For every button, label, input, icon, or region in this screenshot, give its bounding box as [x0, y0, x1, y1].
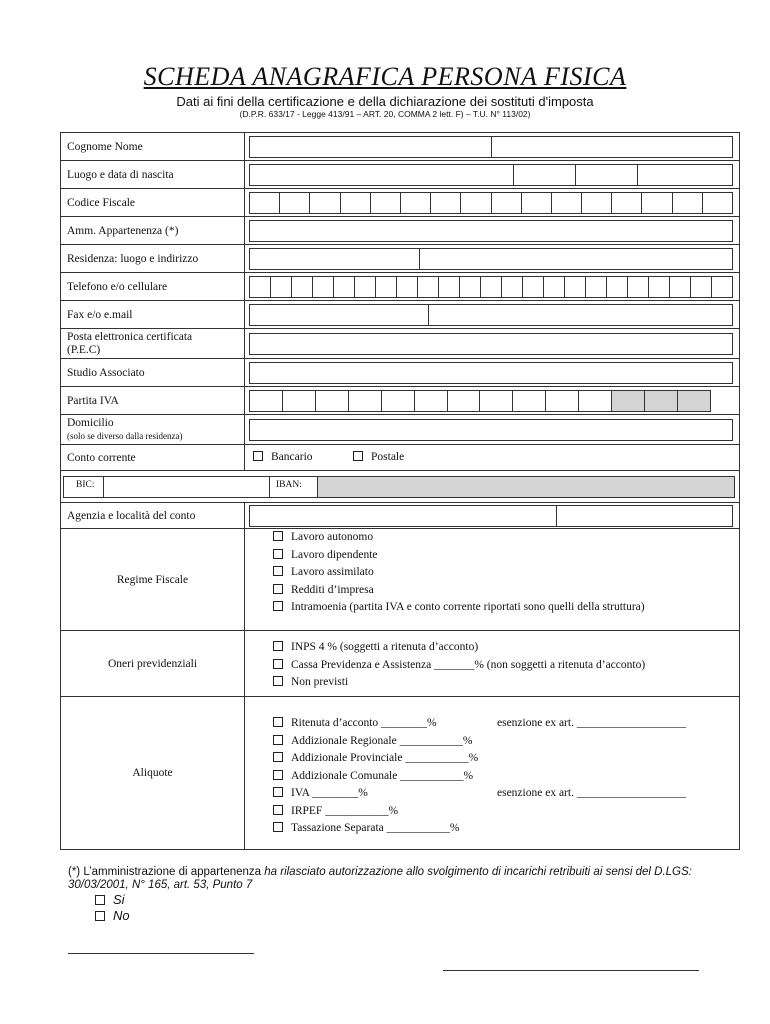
- partita-iva-cell[interactable]: [283, 391, 316, 411]
- conto-bancario-option[interactable]: [253, 451, 313, 463]
- no-label: No: [113, 908, 130, 923]
- row-bic-iban: [61, 471, 739, 503]
- telefono-cell[interactable]: [250, 277, 271, 297]
- iban-cell[interactable]: [487, 477, 502, 497]
- bic-cell[interactable]: [119, 477, 134, 497]
- studio-associato-field[interactable]: [249, 362, 733, 384]
- oneri-option[interactable]: [273, 674, 645, 692]
- si-label: Si: [113, 892, 125, 907]
- aliquota-option[interactable]: [273, 750, 686, 768]
- checkbox[interactable]: [273, 601, 283, 611]
- checkbox[interactable]: [273, 584, 283, 594]
- iban-cell[interactable]: [642, 477, 657, 497]
- postale-label: Postale: [371, 451, 405, 463]
- domicilio-field[interactable]: [249, 419, 733, 441]
- label-fax: Fax e/o e.mail: [61, 301, 245, 328]
- bancario-label: Bancario: [271, 451, 313, 463]
- footnote: [68, 866, 708, 892]
- bic-cell[interactable]: [239, 477, 254, 497]
- row-aliquote: [61, 697, 739, 849]
- partita-iva-field[interactable]: [249, 390, 711, 412]
- iban-cell[interactable]: [457, 477, 472, 497]
- option-label: Addizionale Regionale ___________%: [291, 734, 473, 747]
- option-label: Lavoro autonomo: [291, 531, 374, 543]
- bic-cell[interactable]: [104, 477, 119, 497]
- option-label: Addizionale Provinciale ___________%: [291, 752, 479, 764]
- option-no[interactable]: [95, 908, 130, 923]
- checkbox[interactable]: [273, 641, 283, 651]
- row-partita-iva: [61, 387, 739, 415]
- iban-cell[interactable]: [503, 477, 518, 497]
- regime-option[interactable]: [273, 564, 645, 582]
- aliquota-option[interactable]: [273, 803, 686, 821]
- bic-cell[interactable]: [194, 477, 209, 497]
- codice-fiscale-cell[interactable]: [401, 193, 431, 213]
- iban-cell[interactable]: [380, 477, 395, 497]
- aliquota-option[interactable]: [273, 785, 686, 803]
- iban-cell[interactable]: [518, 477, 533, 497]
- date-line[interactable]: [68, 953, 254, 954]
- iban-cell[interactable]: [364, 477, 379, 497]
- iban-cell[interactable]: [333, 477, 348, 497]
- partita-iva-cell[interactable]: [579, 391, 612, 411]
- regime-option[interactable]: [273, 529, 645, 547]
- bic-iban-field[interactable]: [63, 476, 735, 498]
- telefono-cell[interactable]: [355, 277, 376, 297]
- partita-iva-cell[interactable]: [382, 391, 415, 411]
- partita-iva-cell[interactable]: [415, 391, 448, 411]
- oneri-option[interactable]: [273, 639, 645, 657]
- row-luogo-nascita: [61, 161, 739, 189]
- iban-cell[interactable]: [611, 477, 626, 497]
- iban-cell[interactable]: [565, 477, 580, 497]
- checkbox[interactable]: [273, 531, 283, 541]
- telefono-cell[interactable]: [334, 277, 355, 297]
- bic-cell[interactable]: [179, 477, 194, 497]
- footnote-prefix: (*) L’amministrazione di appartenenza: [68, 866, 265, 878]
- telefono-cell[interactable]: [292, 277, 313, 297]
- telefono-cell[interactable]: [502, 277, 523, 297]
- pec-field[interactable]: [249, 333, 733, 355]
- checkbox[interactable]: [273, 549, 283, 559]
- codice-fiscale-cell[interactable]: [461, 193, 491, 213]
- checkbox[interactable]: [273, 787, 283, 797]
- row-residenza: [61, 245, 739, 273]
- telefono-cell[interactable]: [397, 277, 418, 297]
- option-label: Addizionale Comunale ___________%: [291, 769, 474, 782]
- bic-cell[interactable]: [149, 477, 164, 497]
- bic-cell[interactable]: [209, 477, 224, 497]
- iban-cell[interactable]: [688, 477, 703, 497]
- option-label: INPS 4 % (soggetti a ritenuta d’acconto): [291, 641, 479, 653]
- iban-cell[interactable]: [626, 477, 641, 497]
- option-label: IVA ________%: [291, 787, 368, 799]
- codice-fiscale-cell[interactable]: [280, 193, 310, 213]
- telefono-cell[interactable]: [670, 277, 691, 297]
- option-label: Non previsti: [291, 676, 349, 688]
- checkbox[interactable]: [273, 805, 283, 815]
- label-domicilio: [61, 415, 245, 444]
- bic-cell[interactable]: [254, 477, 269, 497]
- telefono-cell[interactable]: [586, 277, 607, 297]
- iban-cell[interactable]: [534, 477, 549, 497]
- legal-reference: (D.P.R. 633/17 - Legge 413/91 – ART. 20, COMMA 2 lett. F) – T.U. N° 113/02): [239, 109, 531, 119]
- partita-iva-cell[interactable]: [349, 391, 382, 411]
- agenzia-field[interactable]: [249, 505, 733, 527]
- label-luogo-nascita: Luogo e data di nascita: [61, 161, 245, 188]
- iban-cell[interactable]: [349, 477, 364, 497]
- iban-cell[interactable]: [426, 477, 441, 497]
- codice-fiscale-cell[interactable]: [612, 193, 642, 213]
- option-label: Ritenuta d’acconto ________%: [291, 717, 437, 729]
- label-oneri: Oneri previdenziali: [61, 631, 245, 696]
- codice-fiscale-cell[interactable]: [310, 193, 340, 213]
- label-aliquote: Aliquote: [61, 697, 245, 849]
- partita-iva-cell[interactable]: [480, 391, 513, 411]
- aliquota-option[interactable]: [273, 768, 686, 786]
- form-subtitle: Dati ai fini della certificazione e della dichiarazione dei sostituti d'imposta: [176, 94, 594, 109]
- option-label: Lavoro assimilato: [291, 566, 374, 578]
- option-label: Redditi d’impresa: [291, 583, 374, 596]
- signature-line[interactable]: [443, 970, 699, 971]
- label-regime: Regime Fiscale: [61, 529, 245, 630]
- row-studio: [61, 359, 739, 387]
- bancario-checkbox[interactable]: [253, 451, 263, 461]
- row-cognome: [61, 133, 739, 161]
- amm-appartenenza-field[interactable]: [249, 220, 733, 242]
- form-title: SCHEDA ANAGRAFICA PERSONA FISICA: [143, 62, 627, 91]
- label-residenza: Residenza: luogo e indirizzo: [61, 245, 245, 272]
- bic-cell[interactable]: [164, 477, 179, 497]
- oneri-option[interactable]: [273, 657, 645, 675]
- codice-fiscale-cell[interactable]: [673, 193, 703, 213]
- iban-cell[interactable]: [441, 477, 456, 497]
- partita-iva-cell[interactable]: [612, 391, 645, 411]
- partita-iva-cell[interactable]: [250, 391, 283, 411]
- codice-fiscale-cell[interactable]: [341, 193, 371, 213]
- partita-iva-cell[interactable]: [448, 391, 481, 411]
- telefono-field[interactable]: [249, 276, 733, 298]
- label-pec: [61, 329, 245, 358]
- row-amm-appartenenza: [61, 217, 739, 245]
- checkbox[interactable]: [273, 659, 283, 669]
- option-label: Tassazione Separata ___________%: [291, 822, 460, 834]
- si-checkbox[interactable]: [95, 895, 105, 905]
- checkbox[interactable]: [273, 735, 283, 745]
- label-pec-line1: Posta elettronica certificata: [67, 330, 193, 343]
- iban-cell[interactable]: [472, 477, 487, 497]
- iban-cells[interactable]: [318, 477, 734, 497]
- partita-iva-cell[interactable]: [645, 391, 678, 411]
- label-telefono: Telefono e/o cellulare: [61, 273, 245, 300]
- aliquota-option[interactable]: [273, 733, 686, 751]
- oneri-options: [273, 639, 645, 692]
- iban-cell[interactable]: [703, 477, 718, 497]
- option-label: Lavoro dipendente: [291, 548, 378, 561]
- iban-cell[interactable]: [318, 477, 333, 497]
- telefono-cell[interactable]: [691, 277, 712, 297]
- iban-cell[interactable]: [410, 477, 425, 497]
- partita-iva-cell[interactable]: [316, 391, 349, 411]
- codice-fiscale-cell[interactable]: [582, 193, 612, 213]
- postale-checkbox[interactable]: [353, 451, 363, 461]
- telefono-cell[interactable]: [565, 277, 586, 297]
- codice-fiscale-cell[interactable]: [642, 193, 672, 213]
- option-si[interactable]: [95, 892, 125, 907]
- codice-fiscale-cell[interactable]: [250, 193, 280, 213]
- label-partita-iva: Partita IVA: [61, 387, 245, 414]
- telefono-cell[interactable]: [271, 277, 292, 297]
- telefono-cell[interactable]: [376, 277, 397, 297]
- telefono-cell[interactable]: [544, 277, 565, 297]
- telefono-cell[interactable]: [460, 277, 481, 297]
- exemption-label: esenzione ex art. ___________________: [497, 717, 687, 729]
- aliquote-options: [273, 715, 686, 838]
- regime-option[interactable]: [273, 547, 645, 565]
- label-domicilio-main: Domicilio: [67, 416, 114, 429]
- checkbox[interactable]: [273, 822, 283, 832]
- checkbox[interactable]: [273, 752, 283, 762]
- checkbox[interactable]: [273, 717, 283, 727]
- bic-cell[interactable]: [224, 477, 239, 497]
- codice-fiscale-cell[interactable]: [552, 193, 582, 213]
- label-codice-fiscale: Codice Fiscale: [61, 189, 245, 216]
- codice-fiscale-cell[interactable]: [431, 193, 461, 213]
- iban-cell[interactable]: [595, 477, 610, 497]
- regime-option[interactable]: [273, 599, 645, 617]
- iban-cell[interactable]: [672, 477, 687, 497]
- row-domicilio: [61, 415, 739, 445]
- iban-cell[interactable]: [395, 477, 410, 497]
- label-cognome: Cognome Nome: [61, 133, 245, 160]
- exemption-label: esenzione ex art. ___________________: [497, 787, 687, 799]
- row-fax: [61, 301, 739, 329]
- regime-option[interactable]: [273, 582, 645, 600]
- registry-form: [60, 132, 740, 850]
- footnote-italic: ha rilasciato autorizzazione allo svolgimento di incarichi retribuiti ai sensi del D.LGS: 30/03/2001, N° 165, art. 53, Punto 7: [68, 866, 692, 891]
- partita-iva-cell[interactable]: [546, 391, 579, 411]
- label-domicilio-note: (solo se diverso dalla residenza): [67, 430, 183, 441]
- row-regime: [61, 529, 739, 631]
- bic-label: BIC:: [64, 477, 104, 497]
- iban-cell[interactable]: [580, 477, 595, 497]
- row-oneri: [61, 631, 739, 697]
- telefono-cell[interactable]: [523, 277, 544, 297]
- iban-cell[interactable]: [657, 477, 672, 497]
- telefono-cell[interactable]: [712, 277, 732, 297]
- residenza-field[interactable]: [249, 248, 733, 270]
- telefono-cell[interactable]: [649, 277, 670, 297]
- cognome-nome-field[interactable]: [249, 136, 733, 158]
- aliquota-option[interactable]: [273, 820, 686, 838]
- telefono-cell[interactable]: [418, 277, 439, 297]
- codice-fiscale-field[interactable]: [249, 192, 733, 214]
- option-label: Intramoenia (partita IVA e conto corrente riportati sono quelli della struttura): [291, 601, 645, 613]
- telefono-cell[interactable]: [313, 277, 334, 297]
- partita-iva-cell[interactable]: [513, 391, 546, 411]
- fax-email-field[interactable]: [249, 304, 733, 326]
- label-studio: Studio Associato: [61, 359, 245, 386]
- checkbox[interactable]: [273, 676, 283, 686]
- label-amm: Amm. Appartenenza (*): [61, 217, 245, 244]
- partita-iva-cell[interactable]: [678, 391, 710, 411]
- option-label: Cassa Previdenza e Assistenza _______% (non soggetti a ritenuta d’acconto): [291, 658, 646, 671]
- no-checkbox[interactable]: [95, 911, 105, 921]
- aliquota-option[interactable]: [273, 715, 686, 733]
- checkbox[interactable]: [273, 770, 283, 780]
- telefono-cell[interactable]: [628, 277, 649, 297]
- codice-fiscale-cell[interactable]: [371, 193, 401, 213]
- bic-cell[interactable]: [134, 477, 149, 497]
- codice-fiscale-cell[interactable]: [522, 193, 552, 213]
- codice-fiscale-cell[interactable]: [703, 193, 732, 213]
- telefono-cell[interactable]: [439, 277, 460, 297]
- label-pec-line2: (P.E.C): [67, 343, 101, 356]
- iban-cell[interactable]: [549, 477, 564, 497]
- bic-cells[interactable]: [104, 477, 270, 497]
- row-agenzia: [61, 503, 739, 529]
- telefono-cell[interactable]: [607, 277, 628, 297]
- regime-options: [273, 529, 645, 617]
- telefono-cell[interactable]: [481, 277, 502, 297]
- iban-cell[interactable]: [719, 477, 734, 497]
- row-conto: [61, 445, 739, 471]
- checkbox[interactable]: [273, 566, 283, 576]
- row-pec: [61, 329, 739, 359]
- luogo-data-nascita-field[interactable]: [249, 164, 733, 186]
- conto-postale-option[interactable]: [353, 451, 404, 463]
- option-label: IRPEF ___________%: [291, 804, 399, 817]
- row-telefono: [61, 273, 739, 301]
- codice-fiscale-cell[interactable]: [492, 193, 522, 213]
- iban-label: IBAN:: [270, 477, 318, 497]
- label-conto: Conto corrente: [61, 445, 245, 470]
- row-codice-fiscale: [61, 189, 739, 217]
- label-agenzia: Agenzia e località del conto: [61, 503, 245, 528]
